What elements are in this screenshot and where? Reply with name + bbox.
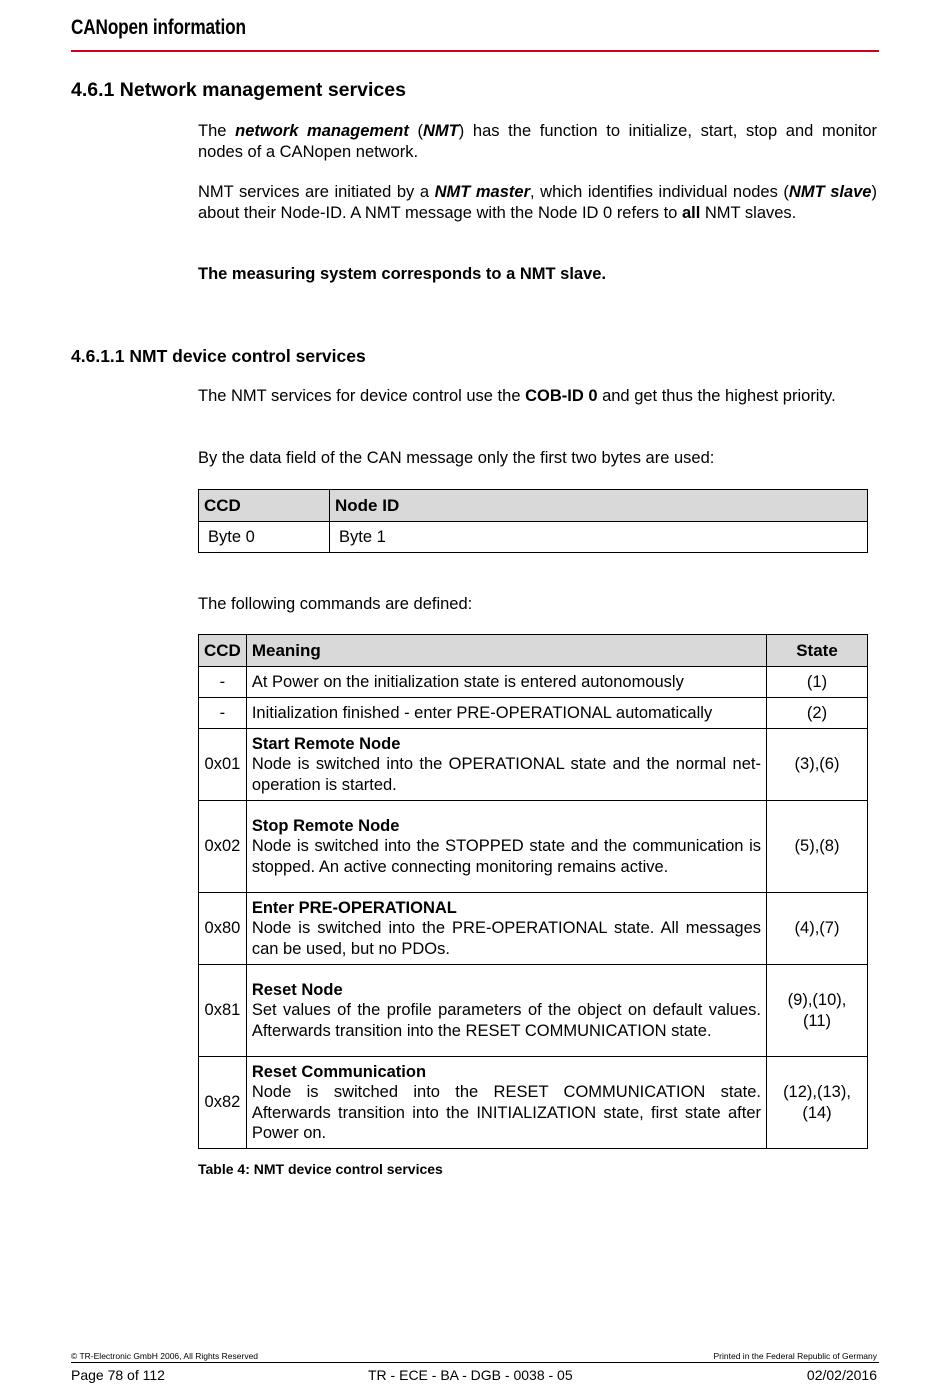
- nmt-slave-statement: The measuring system corresponds to a NMT slave.: [198, 265, 607, 283]
- header-divider: [71, 50, 879, 52]
- footer-page-number: Page 78 of 112: [71, 1367, 165, 1383]
- command-description: Initialization finished - enter PRE-OPERATIONAL automatically: [251, 703, 713, 722]
- byte-table-cell: Byte 0: [199, 522, 330, 553]
- command-meaning-cell: [246, 965, 766, 1057]
- command-meaning-cell: [246, 801, 766, 893]
- command-state-cell: (1): [767, 667, 868, 698]
- footer-copyright: © TR-Electronic GmbH 2006, All Rights Reserved: [71, 1351, 259, 1361]
- command-table-row: [199, 801, 868, 893]
- command-state-cell: (12),(13), (14): [767, 1057, 868, 1149]
- command-table-header-ccd: CCD: [199, 635, 247, 667]
- byte-table-cell: Byte 1: [330, 522, 868, 553]
- nmt-intro-paragraph: The network management (NMT) has the function to initialize, start, stop and monitor nodes of a CANopen network.: [198, 122, 878, 161]
- command-ccd-cell: 0x01: [199, 729, 247, 801]
- command-title: Enter PRE-OPERATIONAL: [251, 898, 457, 917]
- footer-printed-note: Printed in the Federal Republic of Germany: [713, 1351, 877, 1361]
- command-state-cell: (9),(10), (11): [767, 965, 868, 1057]
- command-table-header-meaning: Meaning: [246, 635, 766, 667]
- commands-intro-paragraph: The following commands are defined:: [198, 595, 473, 613]
- command-ccd-cell: -: [199, 698, 247, 729]
- footer-divider: [71, 1362, 879, 1363]
- command-state-cell: (5),(8): [767, 801, 868, 893]
- command-ccd-cell: 0x81: [199, 965, 247, 1057]
- subsection-heading: 4.6.1.1 NMT device control services: [71, 346, 366, 366]
- command-meaning-cell: [246, 698, 766, 729]
- table-caption: Table 4: NMT device control services: [198, 1161, 443, 1177]
- command-description: At Power on the initialization state is entered autonomously: [251, 672, 684, 691]
- command-state-cell: (2): [767, 698, 868, 729]
- command-title: Start Remote Node: [251, 734, 401, 753]
- data-field-paragraph: By the data field of the CAN message only the first two bytes are used:: [198, 449, 715, 467]
- command-state-cell: (4),(7): [767, 893, 868, 965]
- command-ccd-cell: 0x02: [199, 801, 247, 893]
- command-title: Stop Remote Node: [251, 816, 400, 835]
- command-description: Node is switched into the RESET COMMUNICATION state. Afterwards transition into the INITIALIZATION state, first state after Power on.: [251, 1083, 761, 1142]
- command-table-row: [199, 893, 868, 965]
- command-state-cell: (3),(6): [767, 729, 868, 801]
- command-meaning-cell: [246, 1057, 766, 1149]
- command-meaning-cell: [246, 893, 766, 965]
- command-title: Reset Communication: [251, 1062, 427, 1081]
- device-control-paragraph: The NMT services for device control use the COB-ID 0 and get thus the highest priority.: [198, 387, 836, 405]
- command-meaning-cell: [246, 667, 766, 698]
- command-ccd-cell: 0x82: [199, 1057, 247, 1149]
- command-meaning-cell: [246, 729, 766, 801]
- footer-document-id: TR - ECE - BA - DGB - 0038 - 05: [368, 1367, 573, 1383]
- byte-table-header-node-id: Node ID: [330, 490, 868, 522]
- command-title: Reset Node: [251, 980, 343, 999]
- footer-date: 02/02/2016: [806, 1367, 877, 1383]
- command-description: Node is switched into the OPERATIONAL state and the normal net-operation is started.: [251, 755, 761, 794]
- page-header-title: CANopen information: [71, 16, 246, 39]
- command-table-header-state: State: [767, 635, 868, 667]
- byte-table-header-ccd: CCD: [199, 490, 330, 522]
- command-table-row: [199, 698, 868, 729]
- command-table-row: [199, 965, 868, 1057]
- byte-layout-table: [198, 489, 868, 553]
- nmt-master-paragraph: NMT services are initiated by a NMT master, which identifies individual nodes (NMT slave) about their Node-ID. A NMT message with the Node ID 0 refers to all NMT slaves.: [198, 183, 877, 222]
- command-description: Node is switched into the STOPPED state and the communication is stopped. An active connecting monitoring remains active.: [251, 837, 761, 876]
- command-description: Set values of the profile parameters of the object on default values. Afterwards transition into the RESET COMMUNICATION state.: [251, 1001, 761, 1040]
- command-table-row: [199, 729, 868, 801]
- nmt-command-table: [198, 634, 868, 1149]
- section-heading: 4.6.1 Network management services: [71, 79, 406, 101]
- command-ccd-cell: -: [199, 667, 247, 698]
- command-table-row: [199, 667, 868, 698]
- command-description: Node is switched into the PRE-OPERATIONAL state. All messages can be used, but no PDOs.: [251, 919, 761, 958]
- command-ccd-cell: 0x80: [199, 893, 247, 965]
- command-table-row: [199, 1057, 868, 1149]
